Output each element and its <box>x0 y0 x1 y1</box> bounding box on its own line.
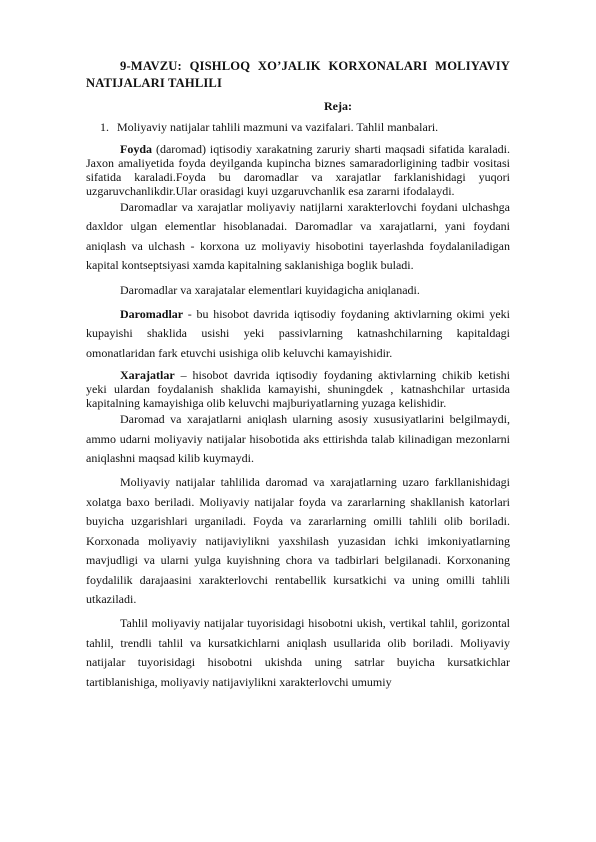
paragraph-tahlil: Moliyaviy natijalar tahlilida daromad va xarajatlarning uzaro farkllanishidagi xolatga baxo beriladi. Moliyaviy natijalar foyda va zararlarning shakllanish katorlari buyicha uzgarishlari urganiladi. Foyda va zararlarning omilli tahlili olib boriladi. Korxonada moliyaviy natijaviylikni yaxshilash yuzasidan ichki imkoniyatlarning mavjudligi va ularni yulga kuyishning chora va tadbirlari belgilanadi. Korxonaning foydalilik darajaasini xarakterlovchi rentabellik kursatkichi va uning omilli tahlili utkaziladi. <box>86 475 510 606</box>
paragraph-daromadlar-text: - bu hisobot davrida iqtisodiy foydaning aktivlarning okimi yeki kupayishi shaklida usishi yeki passivlarning katnashchilarning kapitaldagi omonatlaridan fark etuvchi usishiga olib keluvchi kamayishidir. <box>86 307 510 360</box>
paragraph-xarajatlar <box>86 368 510 410</box>
paragraph-elements: Daromadlar va xarajatalar elementlari kuyidagicha aniqlanadi. <box>120 282 420 297</box>
paragraph-tahlil-usullari: Tahlil moliyaviy natijalar tuyorisidagi hisobotni ukish, vertikal tahlil, gorizontal tahlil, trendli tahlil va kursatkichlarni aniqlash usullarida olib boriladi. Moliyaviy natijalar tuyorisidagi hisobotni ukishda uning satrlar buyicha kursatkichlar tartiblanishiga, moliyaviy natijaviylikni xarakterlovchi umumiy <box>86 616 510 689</box>
paragraph-daromad-xarajat: Daromadlar va xarajatlar moliyaviy natijlarni xarakterlovchi foydani ulchashga daxldor ulgan elementlar hisoblanadai. Daromadlar va xarajatlarni, yani foydani aniqlash va ulchash - korxona uz moliyaviy hisobotini tayerlashda foydalaniladigan kapital kontseptsiyasi xamda kapitalning saklanishiga boglik buladi. <box>86 200 510 273</box>
paragraph-daromadlar <box>86 305 510 363</box>
term-foyda: Foyda <box>120 142 153 156</box>
plan-heading: Reja: <box>324 99 352 113</box>
paragraph-foyda-text: (daromad) iqtisodiy xarakatning zaruriy sharti maqsadi sifatida karaladi. Jaxon amaliyetida foyda deyilganda kupincha biznes samaradorligining tadbir vositasi sifatida karaladi.Foyda bu daromadlar va xarajatlar farklanishidagi yuqori uzgaruvchanlikdir.Ular orasidagi kuyi uzgaruvchanlik esa zararni ifodalaydi. <box>86 142 510 198</box>
page-title: 9-MAVZU: QISHLOQ XO’JALIK KORXONALARI MOLIYAVIY NATIJALARI TAHLILI <box>86 59 510 90</box>
paragraph-aniqlash: Daromad va xarajatlarni aniqlash ularning asosiy xususiyatlarini belgilmaydi, ammo udarni moliyaviy natijalar hisobotida aks ettirishda talab kilinadigan mezonlarni aniqlashni maqsad kilib kuymaydi. <box>86 412 510 466</box>
plan-item-text: Moliyaviy natijalar tahlili mazmuni va vazifalari. Tahlil manbalari. <box>117 120 439 134</box>
plan-item-number: 1. <box>100 120 109 134</box>
paragraph-foyda <box>86 142 510 198</box>
term-xarajatlar: Xarajatlar <box>120 368 175 383</box>
paragraph-xarajatlar-text: – hisobot davrida iqtisodiy foydaning aktivlarning chikib ketishi yeki ulardan foydalanish shaklida kamayishi, shuningdek , katnashchilar urtasida kapitalning kamayishiga olib keluvchi majburiyatlarning yuzaga kelishidir. <box>86 368 510 411</box>
document-page <box>86 58 510 692</box>
plan-item <box>86 119 510 136</box>
term-daromadlar: Daromadlar <box>120 307 184 322</box>
